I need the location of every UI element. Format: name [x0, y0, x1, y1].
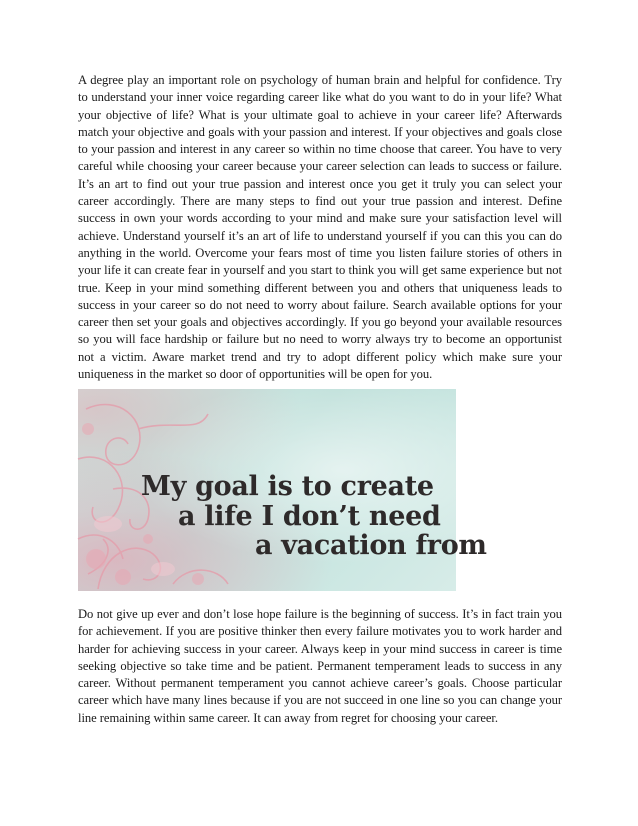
quote-line-2: a life I don’t need: [178, 501, 441, 532]
quote-line-3: a vacation from: [255, 530, 487, 561]
body-paragraph-2: Do not give up ever and don’t lose hope failure is the beginning of success. It’s in fact train you for achievement. If you are positive thinker then every failure motivates you to work harder and harder for achieving success in your career. Always keep in your mind success in career is time seeking objective so take time and be patient. Permanent temperament leads to success in any career. Without permanent temperament you cannot achieve career’s goals. Choose particular career which have many lines because if you are not succeed in one line so you can change your line remaining within same career. It can away from regret for choosing your career.: [78, 607, 562, 725]
quote-image: [78, 389, 487, 591]
body-paragraph-1: A degree play an important role on psychology of human brain and helpful for confidence. Try to understand your inner voice regarding career like what do you want to do in your life? What your objective of life? What is your ultimate goal to achieve in your career life? Afterwards match your objective and goals with your passion and interest. If your objectives and goals close to your passion and interest in any career so within no time choose that career. You have to very careful while choosing your career because your career selection can leads to success or failure. It’s an art to find out your true passion and interest once you get it truly you can select your career accordingly. There are many steps to find out your true passion and interest. Define success in own your words according to your mind and make sure your satisfaction level will achieve. Understand yourself it’s an art of life to understand yourself if you can this you can do anything in the world. Overcome your fears most of time you listen failure stories of others in your life it can create fear in yourself and you start to think you will get same experience but not true. Keep in your mind something different between you and others that uniqueness leads to success in your career so do not need to worry about failure. Search available options for your career then set your goals and objectives accordingly. If you go beyond your available resources so you will face hardship or failure but no need to worry always try to become an opportunist not a victim. Aware market trend and try to adopt different policy which make sure your uniqueness in the market so door of opportunities will be open for you.: [78, 73, 562, 382]
quote-line-1: My goal is to create: [141, 471, 434, 502]
